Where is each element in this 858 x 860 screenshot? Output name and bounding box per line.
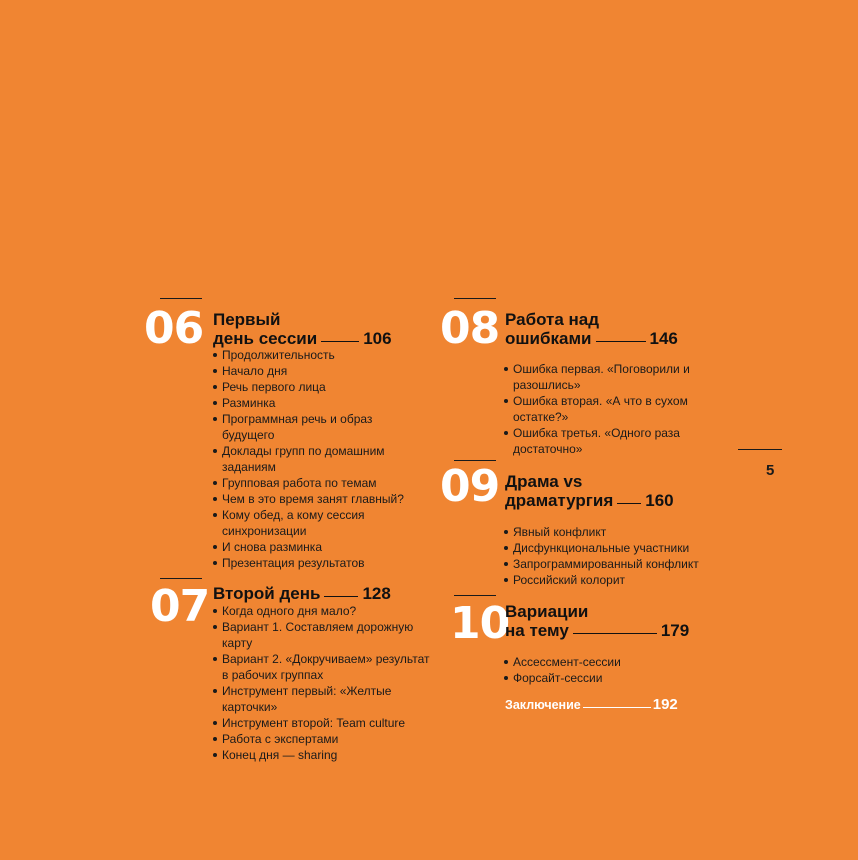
section-10-page: 179 [660, 621, 690, 640]
section-10-rule [454, 595, 496, 596]
list-item[interactable]: Начало дня [213, 363, 404, 379]
list-item[interactable]: Форсайт-сессии [504, 670, 621, 686]
section-08-title-line2: ошибками [505, 329, 592, 348]
section-10-number: 10 [450, 598, 510, 649]
list-item[interactable]: Запрограммированный конфликт [504, 556, 699, 572]
section-06-title-line2: день сессии [213, 329, 318, 348]
section-06-title[interactable] [213, 310, 392, 348]
section-09-items [504, 524, 699, 588]
list-item[interactable]: Чем в это время занят главный? [213, 491, 404, 507]
section-06-title-line1: Первый [213, 310, 281, 329]
section-06-rule [160, 298, 202, 299]
section-08-rule [454, 298, 496, 299]
conclusion-entry[interactable] [505, 696, 678, 713]
section-09-number: 09 [440, 461, 500, 512]
section-10-items [504, 654, 621, 686]
list-item[interactable]: Российский колорит [504, 572, 699, 588]
list-item[interactable]: Ошибка первая. «Поговорили и разошлись» [504, 361, 690, 393]
section-08-page: 146 [649, 329, 678, 348]
list-item[interactable]: Ассессмент-сессии [504, 654, 621, 670]
section-10-title-line1: Вариации [505, 602, 589, 621]
list-item[interactable]: Кому обед, а кому сессия синхронизации [213, 507, 404, 539]
section-07-page: 128 [362, 584, 391, 603]
conclusion-page: 192 [652, 696, 678, 713]
section-10-title-line2: на тему [505, 621, 569, 640]
list-item[interactable]: И снова разминка [213, 539, 404, 555]
list-item[interactable]: Работа с экспертами [213, 731, 430, 747]
list-item[interactable]: Речь первого лица [213, 379, 404, 395]
list-item[interactable]: Ошибка третья. «Одного раза достаточно» [504, 425, 690, 457]
section-08-number: 08 [440, 303, 500, 354]
section-08-items [504, 361, 690, 457]
list-item[interactable]: Презентация результатов [213, 555, 404, 571]
section-09-title-line2: драматургия [505, 491, 614, 510]
section-06-items [213, 347, 404, 571]
list-item[interactable]: Разминка [213, 395, 404, 411]
section-10-title[interactable] [505, 602, 689, 640]
section-09-page: 160 [645, 491, 674, 510]
section-07-number: 07 [150, 581, 210, 632]
list-item[interactable]: Инструмент первый: «Желтые карточки» [213, 683, 430, 715]
page-number: 5 [766, 462, 775, 479]
list-item[interactable]: Доклады групп по домашним заданиям [213, 443, 404, 475]
list-item[interactable]: Когда одного дня мало? [213, 603, 430, 619]
conclusion-label: Заключение [505, 698, 581, 712]
section-07-title-line1: Второй день [213, 584, 321, 603]
list-item[interactable]: Вариант 2. «Докручиваем» результат в рабочих группах [213, 651, 430, 683]
page-number-rule [738, 449, 782, 450]
list-item[interactable]: Ошибка вторая. «А что в сухом остатке?» [504, 393, 690, 425]
section-07-title[interactable] [213, 584, 391, 603]
section-09-title[interactable] [505, 472, 674, 510]
section-06-page: 106 [363, 329, 392, 348]
list-item[interactable]: Конец дня — sharing [213, 747, 430, 763]
list-item[interactable]: Дисфункциональные участники [504, 540, 699, 556]
list-item[interactable]: Групповая работа по темам [213, 475, 404, 491]
section-08-title[interactable] [505, 310, 678, 348]
list-item[interactable]: Программная речь и образ будущего [213, 411, 404, 443]
section-07-rule [160, 578, 202, 579]
list-item[interactable]: Вариант 1. Составляем дорожную карту [213, 619, 430, 651]
section-09-title-line1: Драма vs [505, 472, 583, 491]
list-item[interactable]: Инструмент второй: Team culture [213, 715, 430, 731]
list-item[interactable]: Явный конфликт [504, 524, 699, 540]
section-08-title-line1: Работа над [505, 310, 600, 329]
list-item[interactable]: Продолжительность [213, 347, 404, 363]
section-07-items [213, 603, 430, 763]
section-06-number: 06 [144, 303, 204, 354]
